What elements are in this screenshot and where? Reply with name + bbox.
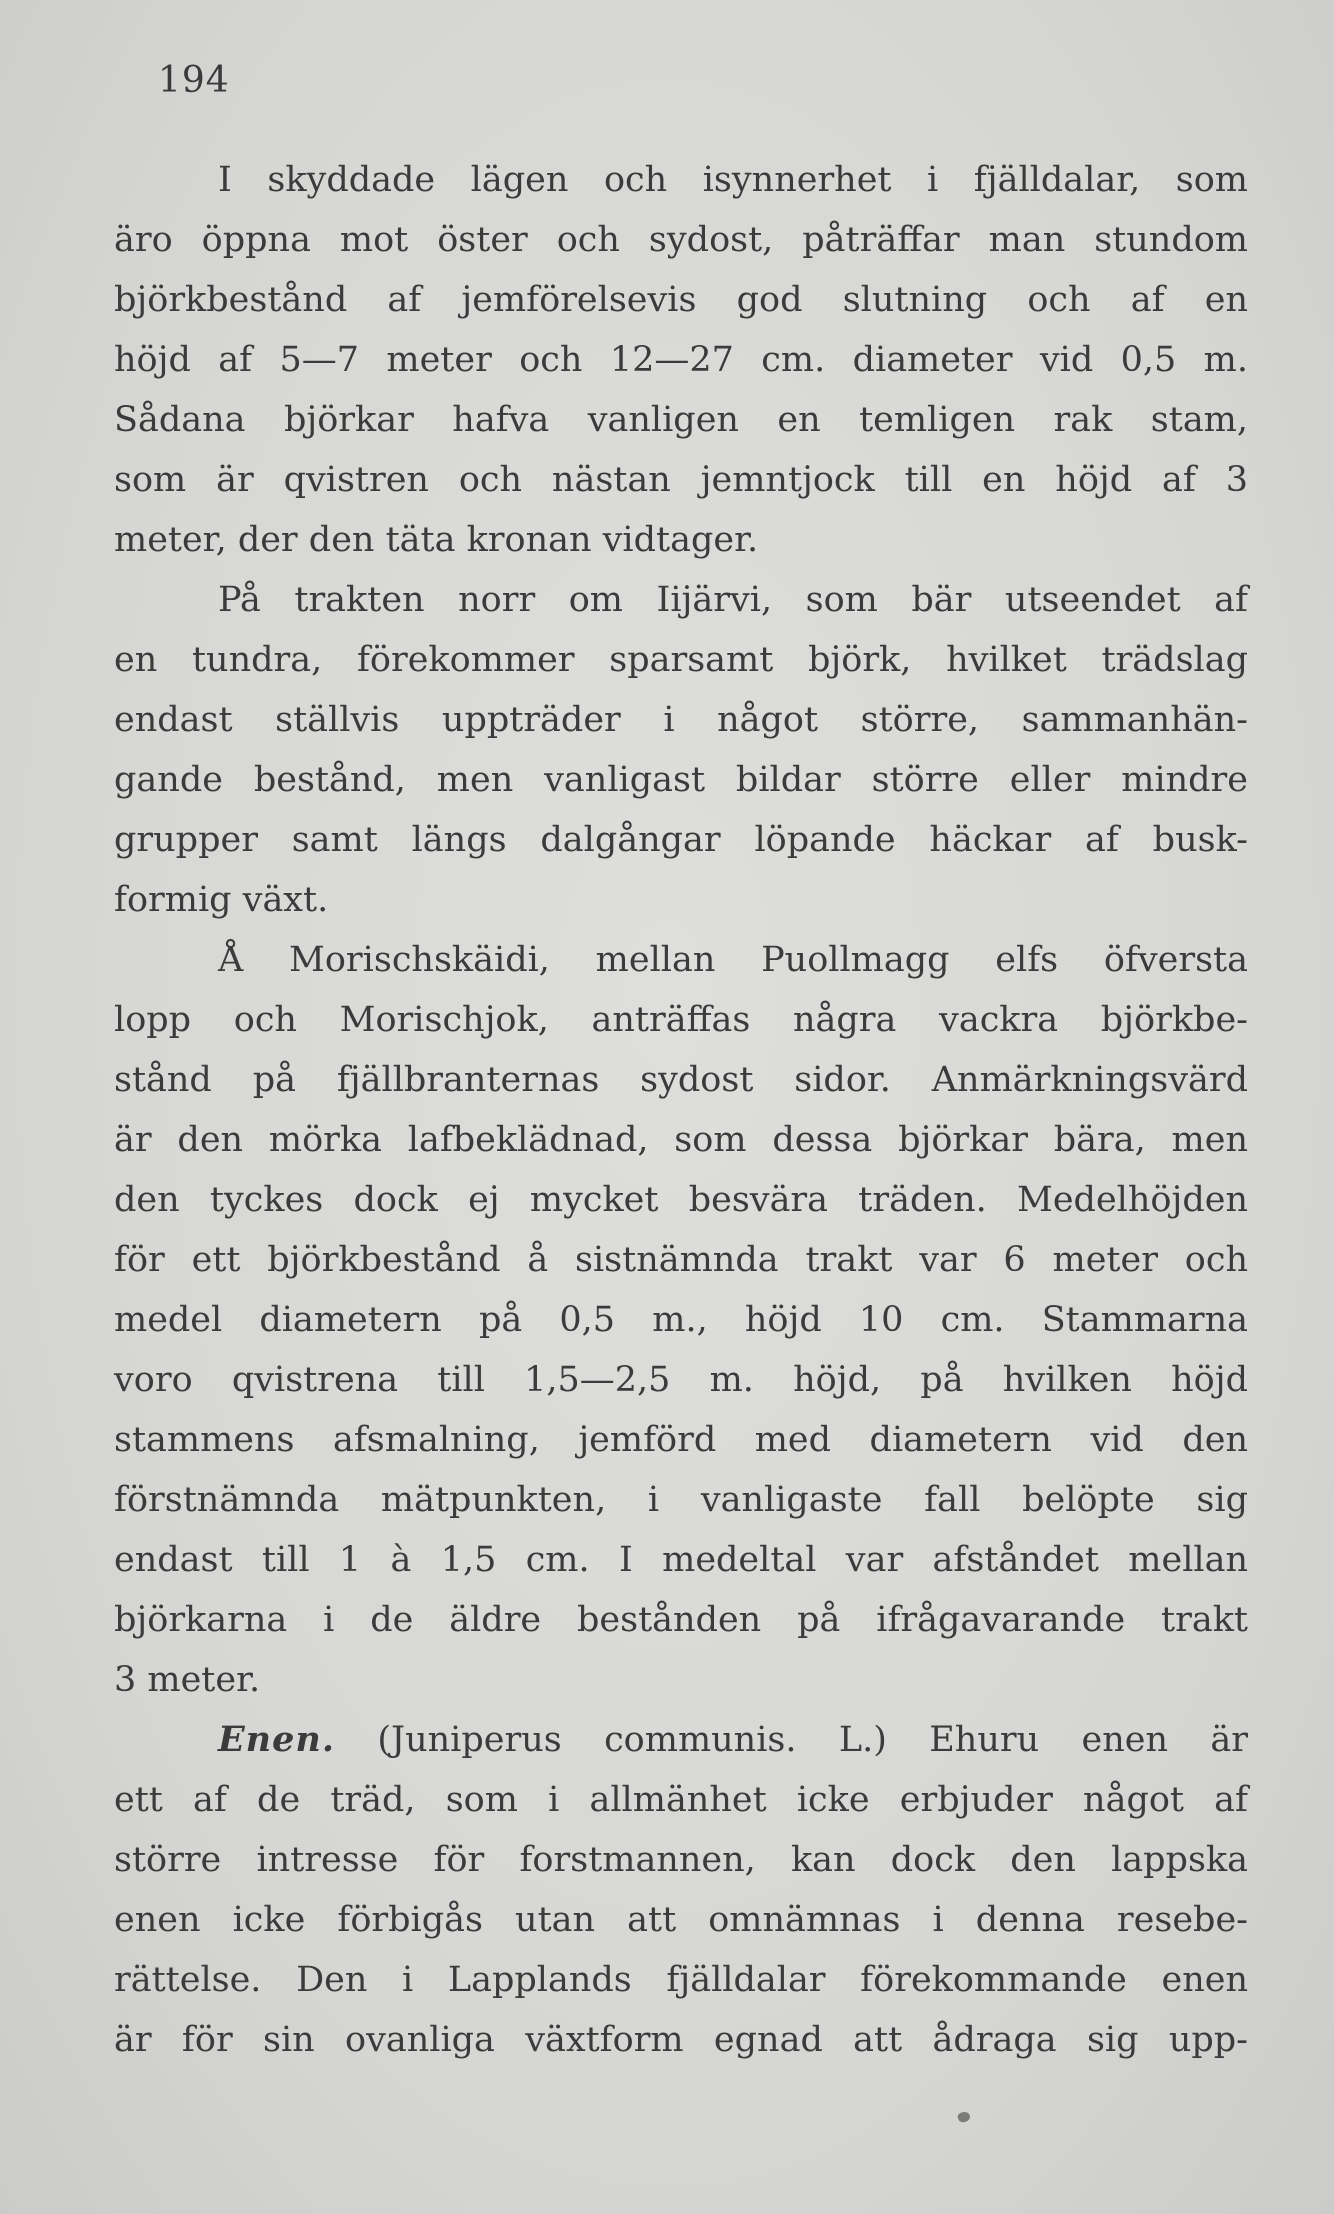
- text-line: lopp och Morischjok, anträffas några vackra björkbe-: [114, 1000, 1248, 1040]
- text-line: björkarna i de äldre bestånden på ifrågavarande trakt: [114, 1600, 1248, 1640]
- text-line: I skyddade lägen och isynnerhet i fjälldalar, som: [218, 160, 1248, 200]
- text-line: höjd af 5—7 meter och 12—27 cm. diameter vid 0,5 m.: [114, 340, 1248, 380]
- text-fragment: (Juniperus communis. L.) Ehuru enen är: [377, 1720, 1248, 1760]
- text-line: formig växt.: [114, 880, 329, 920]
- text-line: [114, 1710, 1248, 1770]
- text-line: enen icke förbigås utan att omnämnas i denna resebe-: [114, 1900, 1248, 1940]
- text-line: den tyckes dock ej mycket besvära träden. Medelhöjden: [114, 1180, 1248, 1220]
- text-line: Sådana björkar hafva vanligen en temligen rak stam,: [114, 400, 1248, 440]
- text-line: 3 meter.: [114, 1660, 261, 1700]
- page-number: 194: [158, 60, 230, 101]
- text-line: voro qvistrena till 1,5—2,5 m. höjd, på hvilken höjd: [114, 1360, 1248, 1400]
- text-line: ett af de träd, som i allmänhet icke erbjuder något af: [114, 1780, 1248, 1820]
- species-heading: Enen.: [218, 1719, 336, 1760]
- text-line: meter, der den täta kronan vidtager.: [114, 520, 759, 560]
- text-line: endast till 1 à 1,5 cm. I medeltal var afståndet mellan: [114, 1540, 1248, 1580]
- text-line: större intresse för forstmannen, kan dock den lappska: [114, 1840, 1248, 1880]
- text-line: rättelse. Den i Lapplands fjälldalar förekommande enen: [114, 1960, 1248, 2000]
- text-line: är den mörka lafbeklädnad, som dessa björkar bära, men: [114, 1120, 1248, 1160]
- text-line: endast ställvis uppträder i något större, sammanhän-: [114, 700, 1248, 740]
- text-line: en tundra, förekommer sparsamt björk, hvilket trädslag: [114, 640, 1248, 680]
- text-line: stånd på fjällbranternas sydost sidor. Anmärkningsvärd: [114, 1060, 1248, 1100]
- text-line: grupper samt längs dalgångar löpande häckar af busk-: [114, 820, 1248, 860]
- text-line: gande bestånd, men vanligast bildar större eller mindre: [114, 760, 1248, 800]
- ink-smudge: [957, 2110, 972, 2124]
- body-text: [114, 150, 1248, 2070]
- text-line: På trakten norr om Iijärvi, som bär utseendet af: [218, 580, 1248, 620]
- text-line: stammens afsmalning, jemförd med diametern vid den: [114, 1420, 1248, 1460]
- text-line: äro öppna mot öster och sydost, påträffar man stundom: [114, 220, 1248, 260]
- text-line: Å Morischskäidi, mellan Puollmagg elfs öfversta: [218, 940, 1248, 980]
- text-line: medel diametern på 0,5 m., höjd 10 cm. Stammarna: [114, 1300, 1248, 1340]
- text-line: är för sin ovanliga växtform egnad att ådraga sig upp-: [114, 2020, 1248, 2060]
- text-line: förstnämnda mätpunkten, i vanligaste fall belöpte sig: [114, 1480, 1248, 1520]
- text-line: som är qvistren och nästan jemntjock till en höjd af 3: [114, 460, 1248, 500]
- text-line: björkbestånd af jemförelsevis god slutning och af en: [114, 280, 1248, 320]
- text-line: för ett björkbestånd å sistnämnda trakt var 6 meter och: [114, 1240, 1248, 1280]
